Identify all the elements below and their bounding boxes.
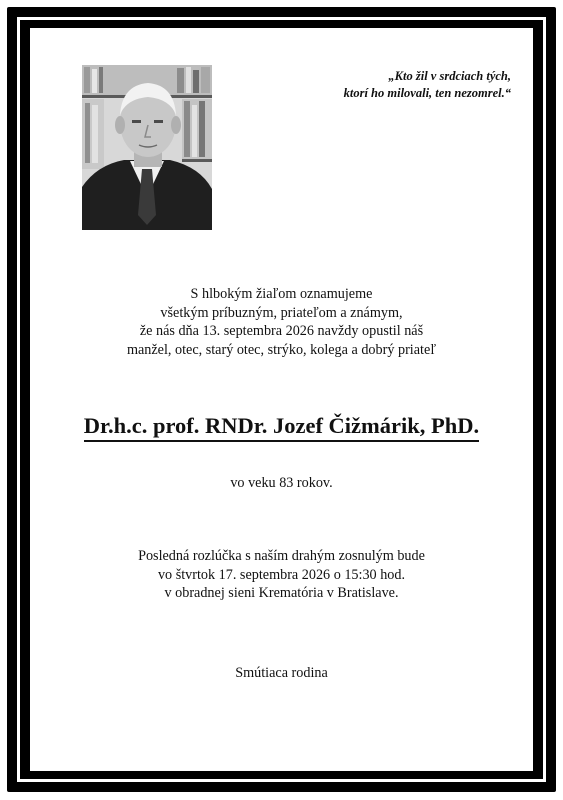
farewell-line: v obradnej sieni Krematória v Bratislave. <box>164 585 399 601</box>
motto-line: ktorí ho milovali, ten nezomrel.“ <box>343 86 511 100</box>
signature-family: Smútiaca rodina <box>235 665 328 681</box>
obituary-content <box>30 28 533 771</box>
announcement-line: manžel, otec, starý otec, strýko, kolega a dobrý priateľ <box>126 341 437 358</box>
announcement-text <box>30 285 533 359</box>
announcement-line: S hlbokým žiaľom oznamujeme <box>190 286 373 302</box>
deceased-name-block <box>30 413 533 442</box>
portrait-photo <box>82 65 212 230</box>
farewell-details <box>30 547 533 603</box>
motto-line: „Kto žil v srdciach tých, <box>388 69 511 83</box>
farewell-line: Posledná rozlúčka s naším drahým zosnulým bude <box>138 548 425 564</box>
motto-quote <box>281 68 511 102</box>
announcement-line: všetkým príbuzným, priateľom a známym, <box>160 304 403 321</box>
deceased-name: Dr.h.c. prof. RNDr. Jozef Čižmárik, PhD. <box>84 413 479 442</box>
age-text: vo veku 83 rokov. <box>230 475 333 491</box>
portrait-illustration <box>82 65 212 230</box>
announcement-line: že nás dňa 13. septembra 2026 navždy opustil náš <box>139 323 424 339</box>
farewell-line: vo štvrtok 17. septembra 2026 o 15:30 hod. <box>157 566 406 583</box>
